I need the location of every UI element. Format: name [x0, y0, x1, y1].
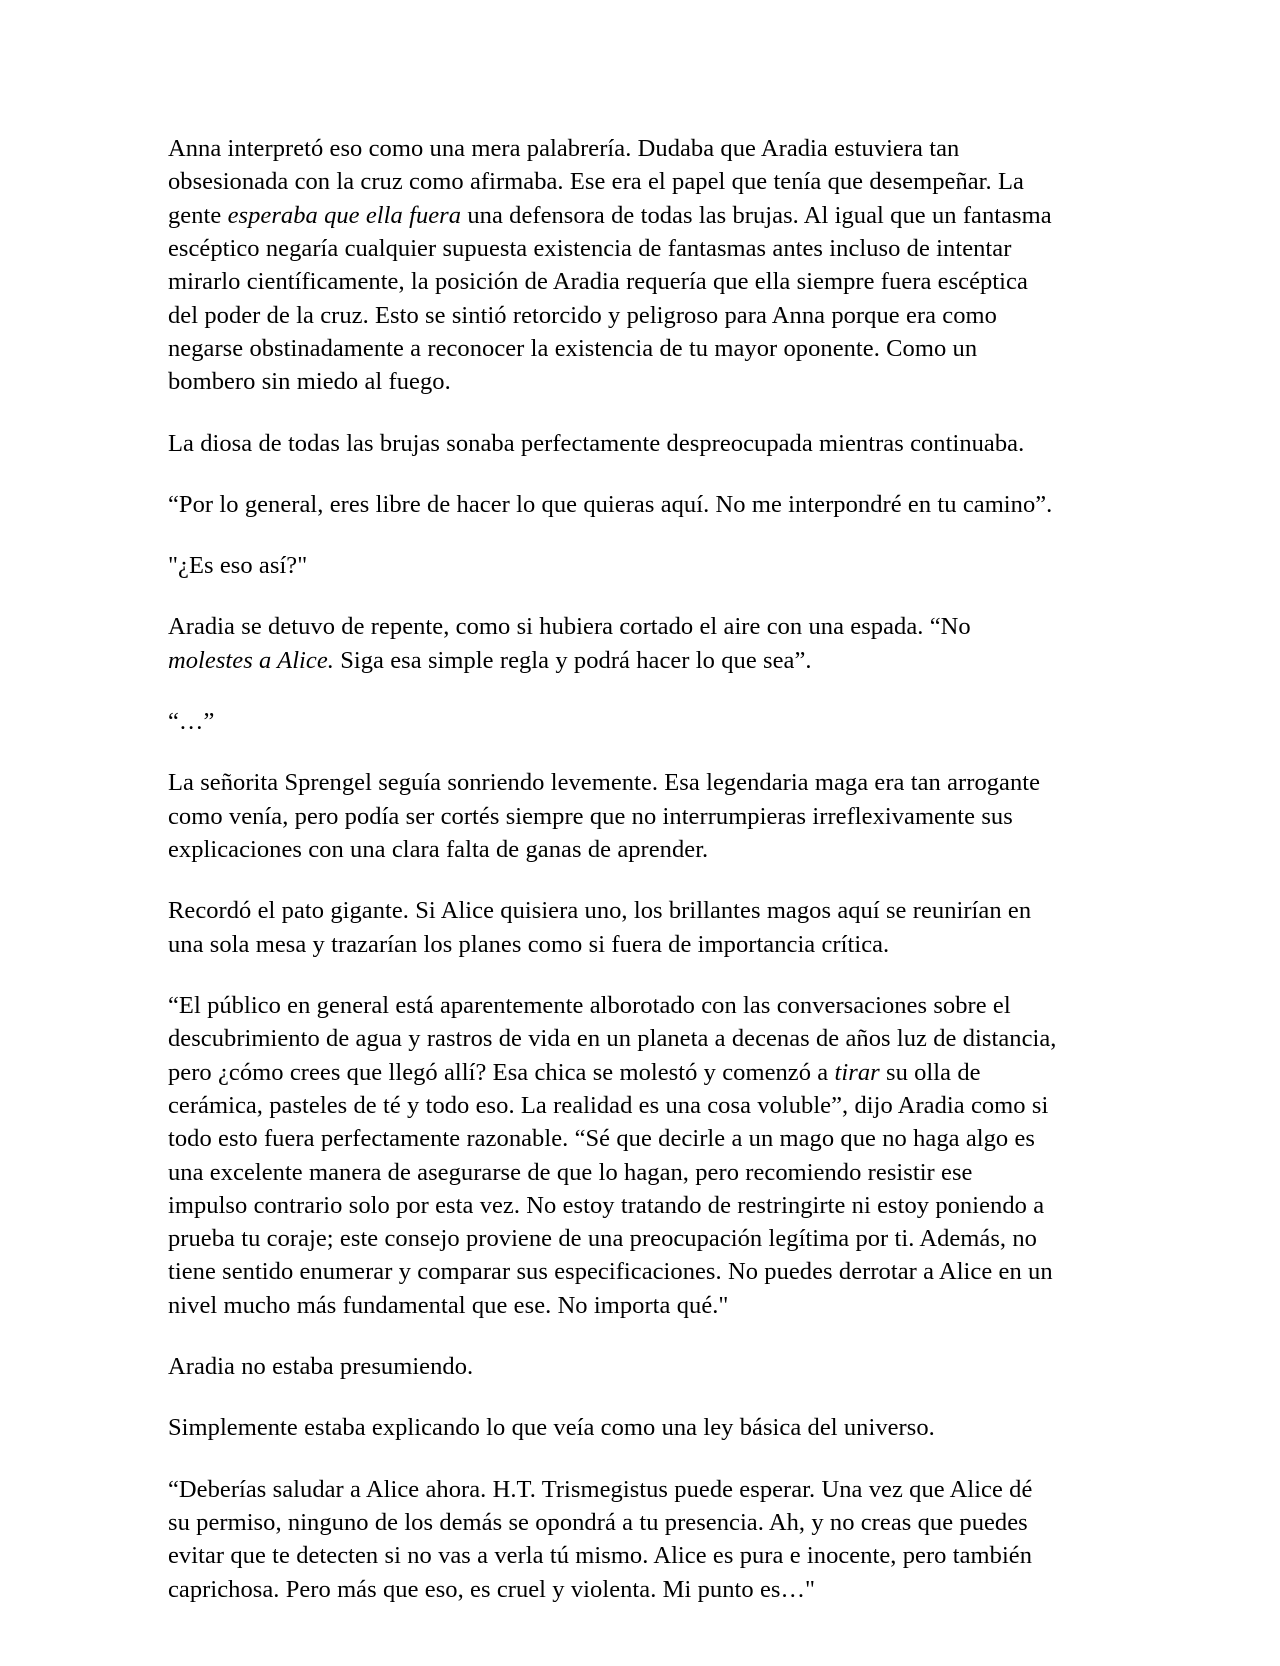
paragraph: [168, 427, 1058, 460]
paragraph: [168, 894, 1058, 961]
body-text: Anna interpretó eso como una mera palabrería. Dudaba que Aradia estuviera tan obsesionada con la cruz como afirmaba. Ese era el papel que tenía que desempeñar. La gente: [168, 135, 1024, 229]
paragraph: [168, 1350, 1058, 1383]
paragraph: [168, 488, 1058, 521]
paragraph: [168, 1411, 1058, 1444]
body-text: "¿Es eso así?": [168, 552, 308, 580]
paragraph: [168, 132, 1058, 399]
body-text: su olla de cerámica, pasteles de té y todo eso. La realidad es una cosa voluble”, dijo Aradia como si todo esto fuera perfectamente razonable. “Sé que decirle a un mago que no haga algo es una excelente manera de asegurarse de que lo hagan, pero recomiendo resistir ese impulso contrario solo por esta vez. No estoy tratando de restringirte ni estoy poniendo a prueba tu coraje; este consejo proviene de una preocupación legítima por ti. Además, no tiene sentido enumerar y comparar sus especificaciones. No puedes derrotar a Alice en un nivel mucho más fundamental que ese. No importa qué.": [168, 1058, 1053, 1319]
emphasis-text: esperaba que ella fuera: [227, 201, 462, 229]
body-text: Recordó el pato gigante. Si Alice quisiera uno, los brillantes magos aquí se reunirían en una sola mesa y trazarían los planes como si fuera de importancia crítica.: [168, 897, 1032, 958]
body-text: La diosa de todas las brujas sonaba perfectamente despreocupada mientras continuaba.: [168, 429, 1025, 457]
body-text: Aradia no estaba presumiendo.: [168, 1353, 474, 1381]
paragraph: [168, 549, 1058, 582]
body-text: La señorita Sprengel seguía sonriendo levemente. Esa legendaria maga era tan arrogante como venía, pero podía ser cortés siempre que no interrumpieras irreflexivamente sus explicaciones con una clara falta de ganas de aprender.: [168, 769, 1041, 863]
emphasis-text: molestes a Alice.: [168, 646, 334, 674]
body-text: “…”: [168, 708, 215, 736]
body-text: una defensora de todas las brujas. Al igual que un fantasma escéptico negaría cualquier supuesta existencia de fantasmas antes incluso de intentar mirarlo científicamente, la posición de Aradia requería que ella siempre fuera escéptica del poder de la cruz. Esto se sintió retorcido y peligroso para Anna porque era como negarse obstinadamente a reconocer la existencia de tu mayor oponente. Como un bombero sin miedo al fuego.: [168, 201, 1052, 396]
body-text: Simplemente estaba explicando lo que veía como una ley básica del universo.: [168, 1414, 935, 1442]
paragraph: [168, 610, 1058, 677]
paragraph: [168, 705, 1058, 738]
paragraph: [168, 1473, 1058, 1606]
emphasis-text: tirar: [834, 1058, 880, 1086]
body-text: “Deberías saludar a Alice ahora. H.T. Trismegistus puede esperar. Una vez que Alice dé su permiso, ninguno de los demás se opondrá a tu presencia. Ah, y no creas que puedes evitar que te detecten si no vas a verla tú mismo. Alice es pura e inocente, pero también caprichosa. Pero más que eso, es cruel y violenta. Mi punto es…": [168, 1475, 1033, 1603]
paragraph: [168, 766, 1058, 866]
body-text: Siga esa simple regla y podrá hacer lo que sea”.: [333, 646, 812, 674]
body-text: “El público en general está aparentemente alborotado con las conversaciones sobre el descubrimiento de agua y rastros de vida en un planeta a decenas de años luz de distancia, pero ¿cómo crees que llegó allí? Esa chica se molestó y comenzó a: [168, 991, 1057, 1086]
paragraph: [168, 989, 1058, 1322]
document-text-body: [168, 132, 1058, 1606]
body-text: “Por lo general, eres libre de hacer lo que quieras aquí. No me interpondré en tu camino”.: [168, 490, 1053, 518]
body-text: Aradia se detuvo de repente, como si hubiera cortado el aire con una espada. “No: [168, 613, 971, 641]
